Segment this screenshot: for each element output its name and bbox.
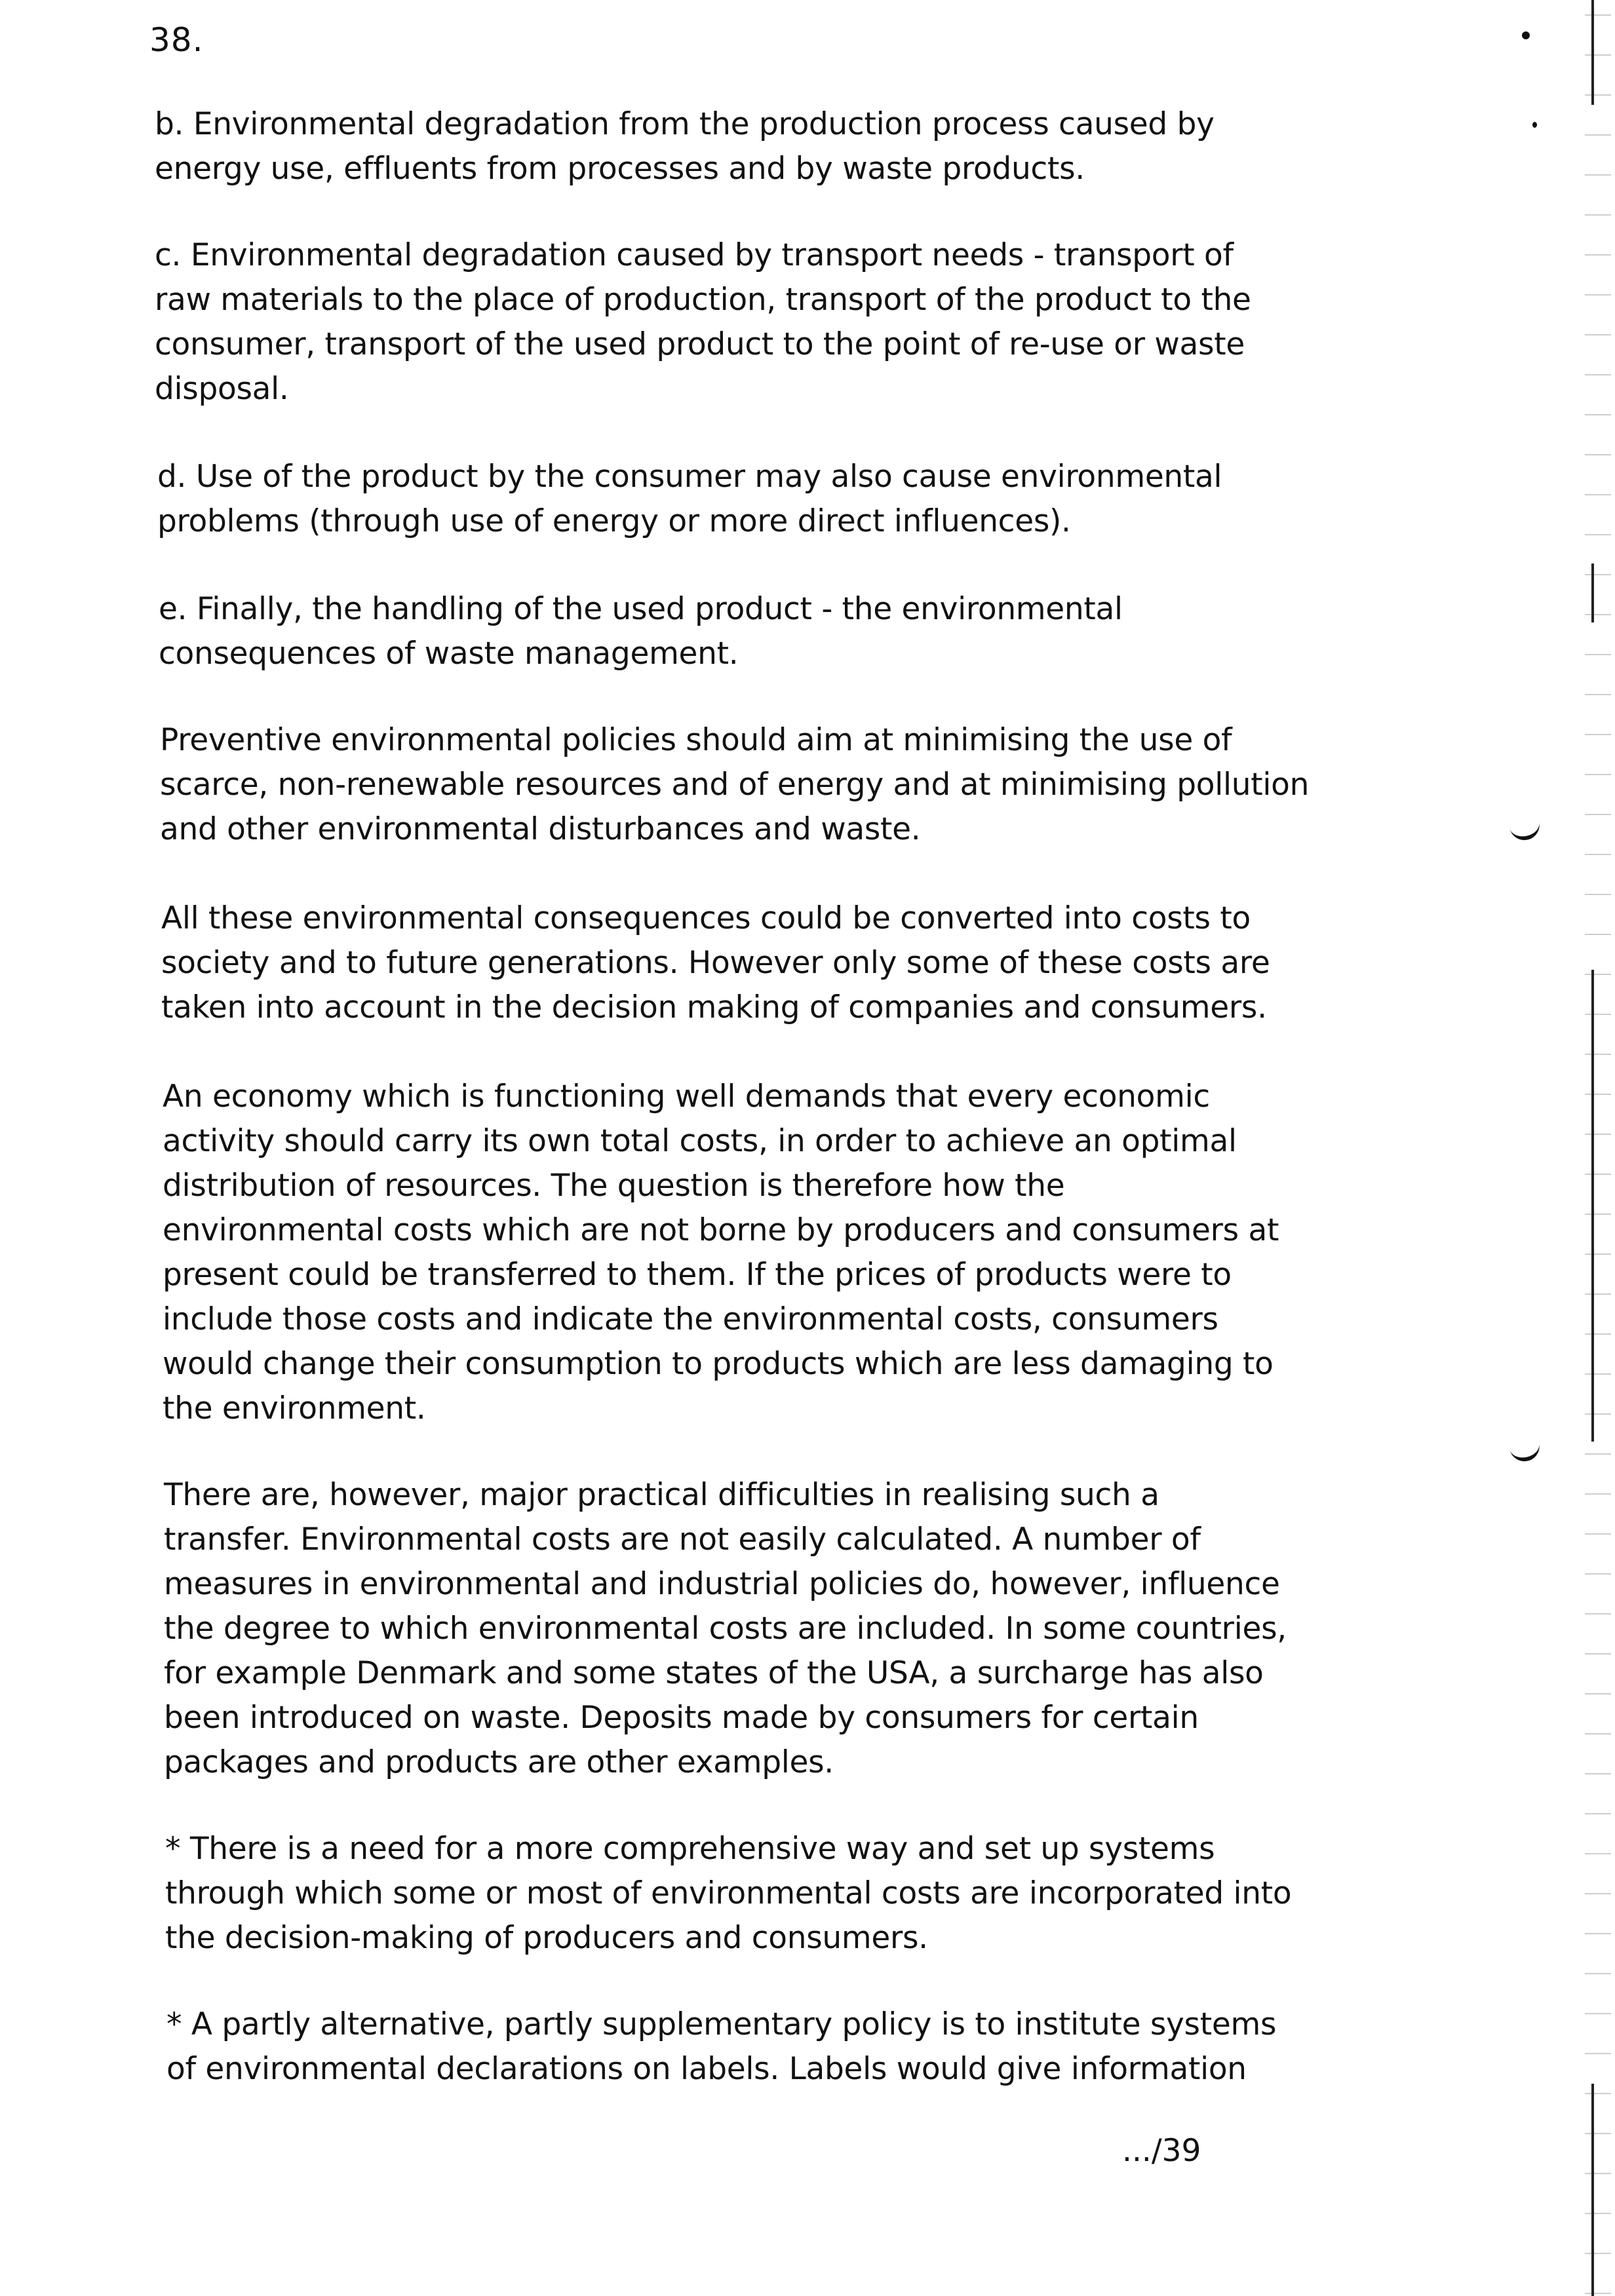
paragraph-b: b. Environmental degradation from the production process caused by energy use, effluents from processes and by waste products. <box>155 106 1215 187</box>
continuation-marker: .../39 <box>1122 2133 1201 2169</box>
scan-dot <box>1532 122 1537 128</box>
paragraph-environmental-labels: * A partly alternative, partly supplementary policy is to institute systems of environmental declarations on labels. Labels would give information <box>166 2006 1277 2087</box>
scanned-page-edge-line <box>1591 970 1594 1442</box>
paragraph-practical-difficulties: There are, however, major practical difficulties in realising such a transfer. Environmental costs are not easily calculated. A number of measures in environmental and industrial policies do, however, influence the degree to which environmental costs are included. In some countries, for example Denmark and some states of the USA, a surcharge has also been introduced on waste. Deposits made by consumers for certain packages and products are other examples. <box>164 1477 1287 1780</box>
paragraph-environmental-consequences: All these environmental consequences could be converted into costs to society and to future generations. However only some of these costs are taken into account in the decision making of companies and consumers. <box>161 900 1270 1025</box>
margin-check-mark <box>1508 815 1542 843</box>
paragraph-comprehensive-way: * There is a need for a more comprehensive way and set up systems through which some or most of environmental costs are incorporated into the decision-making of producers and consumers. <box>165 1831 1292 1956</box>
scanned-page-edge <box>1585 0 1611 2296</box>
margin-check-mark <box>1508 1436 1542 1464</box>
scanned-page-edge-line <box>1591 564 1594 622</box>
paragraph-c: c. Environmental degradation caused by transport needs - transport of raw materials to the place of production, transport of the product to the consumer, transport of the used product to the point of re-use or waste disposal. <box>155 237 1251 407</box>
page-number: 38. <box>149 21 204 59</box>
scanned-page-edge-line <box>1591 0 1594 105</box>
paragraph-economy: An economy which is functioning well demands that every economic activity should carry its own total costs, in order to achieve an optimal distribution of resources. The question is therefore how the environmental costs which are not borne by producers and consumers at present could be transferred to them. If the prices of products were to include those costs and indicate the environmental costs, consumers would change their consumption to products which are less damaging to the environment. <box>163 1079 1279 1426</box>
scan-dot <box>1522 31 1530 39</box>
paragraph-d: d. Use of the product by the consumer may also cause environmental problems (through use of energy or more direct influences). <box>157 459 1222 539</box>
scanned-page-edge-line <box>1591 2084 1594 2296</box>
paragraph-preventive-policies: Preventive environmental policies should aim at minimising the use of scarce, non-renewable resources and of energy and at minimising pollution and other environmental disturbances and waste. <box>160 722 1310 847</box>
paragraph-e: e. Finally, the handling of the used product - the environmental consequences of waste management. <box>159 591 1123 672</box>
